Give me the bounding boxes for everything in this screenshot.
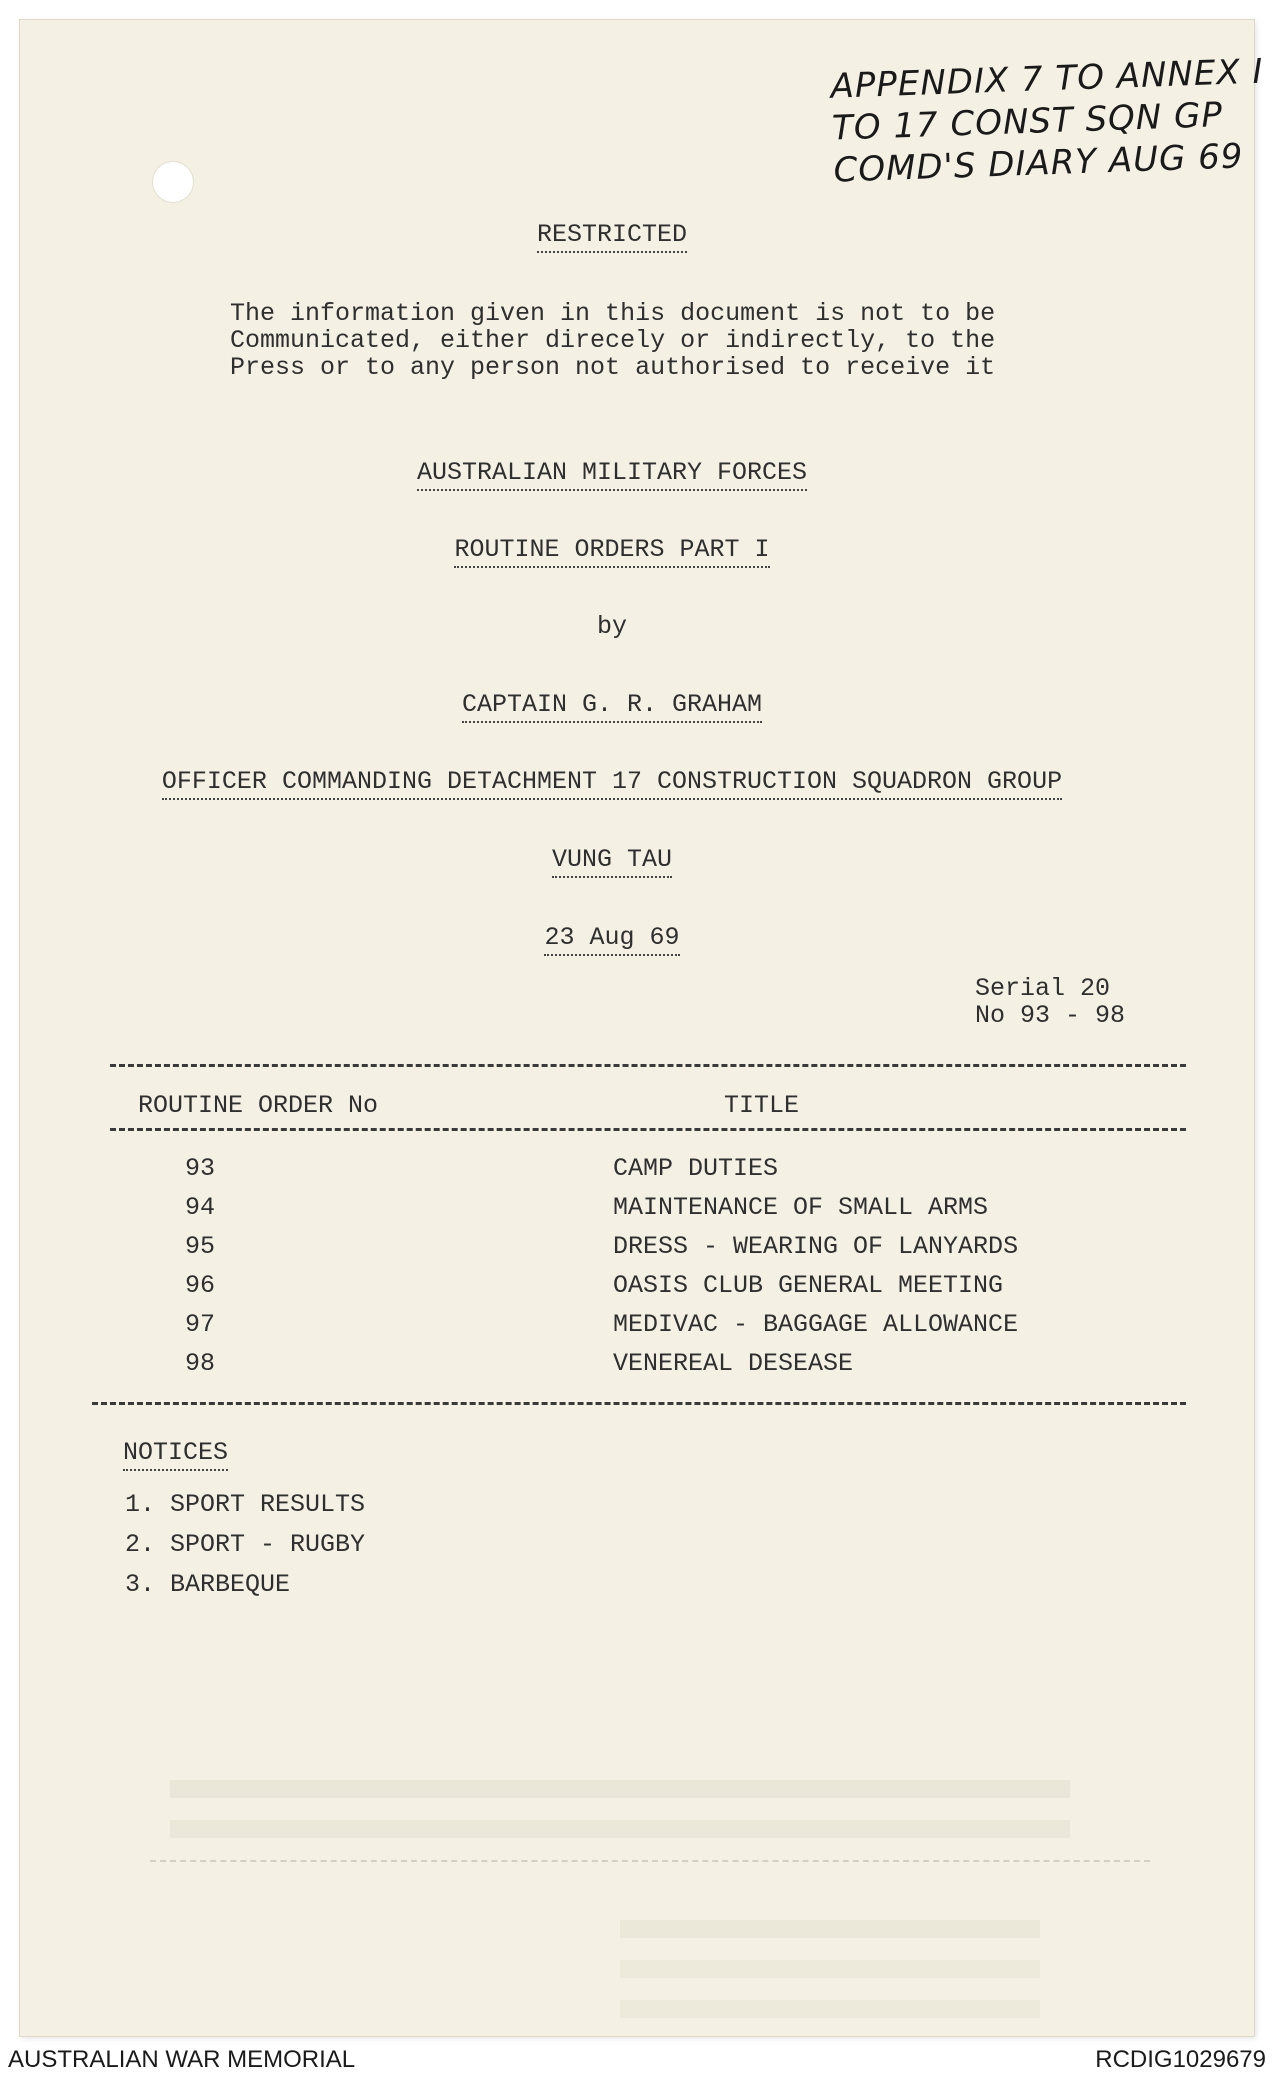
archive-credit: AUSTRALIAN WAR MEMORIAL xyxy=(8,2046,356,2073)
captain-heading xyxy=(0,690,1229,719)
order-title: VENEREAL DESEASE xyxy=(613,1349,854,1378)
table-row xyxy=(20,1271,1254,1310)
table-row xyxy=(20,1193,1254,1232)
location-text: VUNG TAU xyxy=(552,845,672,878)
notice-item: 1. SPORT RESULTS xyxy=(125,1490,366,1519)
punch-hole xyxy=(152,161,194,203)
table-top-rule xyxy=(110,1064,1186,1067)
routine-orders-heading xyxy=(0,535,1229,564)
bleed-through-mark xyxy=(620,1960,1040,1978)
location-heading xyxy=(0,845,1229,874)
order-number: 95 xyxy=(185,1232,216,1261)
classification-label: RESTRICTED xyxy=(537,220,687,253)
forces-heading xyxy=(0,458,1229,487)
notice-item: 2. SPORT - RUGBY xyxy=(125,1530,366,1559)
bleed-through-mark xyxy=(620,2000,1040,2018)
order-number: 98 xyxy=(185,1349,216,1378)
restriction-warning xyxy=(230,300,1050,381)
warning-line: Communicated, either direcely or indirectly, to the xyxy=(230,326,996,355)
order-title: DRESS - WEARING OF LANYARDS xyxy=(613,1232,1019,1261)
notices-heading xyxy=(123,1438,228,1467)
classification-heading xyxy=(0,220,1229,249)
captain-text: CAPTAIN G. R. GRAHAM xyxy=(462,690,762,723)
notices-heading-text: NOTICES xyxy=(123,1438,228,1471)
table-row xyxy=(20,1310,1254,1349)
table-header-rule xyxy=(110,1128,1186,1131)
document-page xyxy=(20,20,1265,2036)
handwritten-line: COMD'S DIARY AUG 69 xyxy=(832,136,1245,191)
table-row xyxy=(20,1349,1254,1388)
bleed-through-mark xyxy=(620,1920,1040,1938)
by-line xyxy=(0,612,1229,641)
serial-number: Serial 20 xyxy=(975,974,1111,1003)
order-number: 93 xyxy=(185,1154,216,1183)
notice-item: 3. BARBEQUE xyxy=(125,1570,291,1599)
warning-line: The information given in this document is not to be xyxy=(230,299,996,328)
forces-text: AUSTRALIAN MILITARY FORCES xyxy=(417,458,807,491)
header-title: TITLE xyxy=(724,1091,800,1120)
by-text: by xyxy=(596,612,627,641)
order-title: MEDIVAC - BAGGAGE ALLOWANCE xyxy=(613,1310,1019,1339)
routine-orders-text: ROUTINE ORDERS PART I xyxy=(454,535,769,568)
table-row xyxy=(20,1154,1254,1193)
handwritten-line: TO 17 CONST SQN GP xyxy=(831,95,1224,149)
officer-heading xyxy=(0,767,1229,796)
warning-line: Press or to any person not authorised to receive it xyxy=(230,353,996,382)
order-title: MAINTENANCE OF SMALL ARMS xyxy=(613,1193,989,1222)
handwritten-annotation xyxy=(830,50,1274,191)
serial-block xyxy=(975,975,1125,1029)
table-row xyxy=(20,1232,1254,1271)
archive-reference: RCDIG1029679 xyxy=(1095,2046,1266,2073)
order-number: 96 xyxy=(185,1271,216,1300)
order-number: 97 xyxy=(185,1310,216,1339)
order-title: CAMP DUTIES xyxy=(613,1154,779,1183)
bleed-through-mark xyxy=(150,1860,1150,1862)
table-bottom-rule xyxy=(92,1402,1186,1405)
order-range: No 93 - 98 xyxy=(975,1001,1126,1030)
header-order-no: ROUTINE ORDER No xyxy=(138,1091,379,1120)
date-heading xyxy=(0,923,1229,952)
officer-text: OFFICER COMMANDING DETACHMENT 17 CONSTRUCTION SQUADRON GROUP xyxy=(162,767,1062,800)
order-number: 94 xyxy=(185,1193,216,1222)
order-title: OASIS CLUB GENERAL MEETING xyxy=(613,1271,1004,1300)
bleed-through-mark xyxy=(170,1780,1070,1798)
date-text: 23 Aug 69 xyxy=(544,923,679,956)
handwritten-line: APPENDIX 7 TO ANNEX I xyxy=(829,51,1265,107)
bleed-through-mark xyxy=(170,1820,1070,1838)
